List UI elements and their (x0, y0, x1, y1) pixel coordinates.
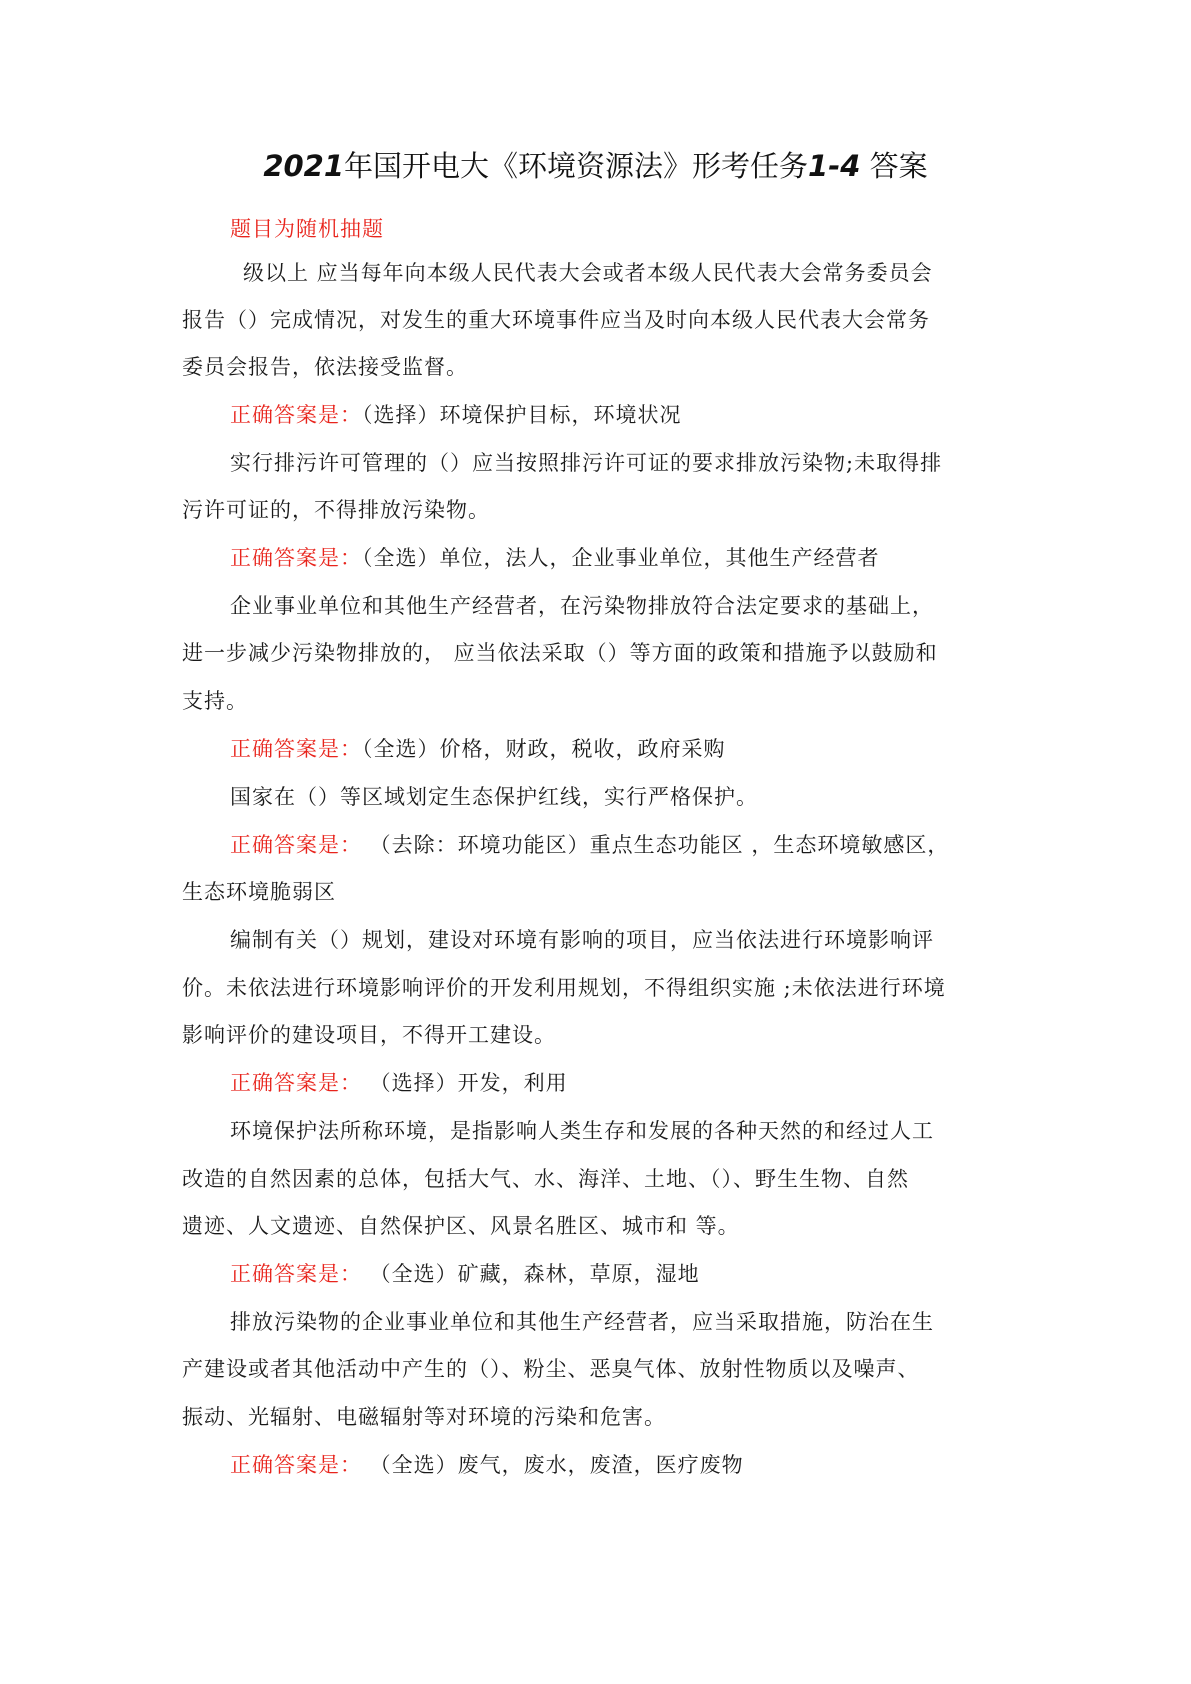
question-1-line-3: 委员会报告，依法接受监督。 (182, 355, 468, 379)
answer-text: （去除：环境功能区）重点生态功能区 ，生态环境敏感区， (362, 833, 950, 857)
question-2-line-1: 实行排污许可管理的（）应当按照排污许可证的要求排放污染物;未取得排 (230, 451, 943, 475)
title-main: 年国开电大《环境资源法》形考任务 (344, 149, 809, 183)
answer-text: （全选）废气，废水，废渣，医疗废物 (362, 1453, 744, 1477)
question-5-line-1: 编制有关（）规划，建设对环境有影响的项目，应当依法进行环境影响评 (230, 928, 934, 952)
question-1-line-1: 级以上 应当每年向本级人民代表大会或者本级人民代表大会常务委员会 (243, 261, 933, 285)
question-4-line-1: 国家在（）等区域划定生态保护红线，实行严格保护。 (230, 785, 758, 809)
answer-label: 正确答案是： (230, 1262, 362, 1286)
question-1-line-2: 报告（）完成情况，对发生的重大环境事件应当及时向本级人民代表大会常务 (182, 308, 930, 332)
answer-4 (230, 830, 949, 860)
answer-label: 正确答案是： (230, 737, 362, 761)
title-range: 1-4 (808, 149, 861, 183)
answer-text: （全选）矿藏，森林，草原，湿地 (362, 1262, 700, 1286)
answer-label: 正确答案是： (230, 403, 362, 427)
question-3-line-3: 支持。 (182, 689, 248, 713)
answer-text: （选择）开发，利用 (362, 1071, 568, 1095)
question-5-line-2: 价。未依法进行环境影响评价的开发利用规划，不得组织实施 ;未依法进行环境 (182, 976, 946, 1000)
title-year: 2021 (263, 149, 345, 183)
answer-3 (230, 734, 726, 764)
question-7-line-1: 排放污染物的企业事业单位和其他生产经营者，应当采取措施，防治在生 (230, 1310, 934, 1334)
question-2-line-2: 污许可证的，不得排放污染物。 (182, 498, 490, 522)
question-6-line-2: 改造的自然因素的总体，包括大气、水、海洋、土地、（）、野生生物、自然 (182, 1167, 909, 1191)
page-title (0, 146, 1191, 186)
answer-7 (230, 1450, 744, 1480)
answer-6 (230, 1259, 700, 1289)
question-3-line-1: 企业事业单位和其他生产经营者，在污染物排放符合法定要求的基础上， (230, 594, 934, 618)
answer-5 (230, 1068, 568, 1098)
answer-label: 正确答案是： (230, 833, 362, 857)
answer-4-continuation: 生态环境脆弱区 (182, 880, 336, 904)
answer-label: 正确答案是： (230, 546, 362, 570)
question-7-line-2: 产建设或者其他活动中产生的（）、粉尘、恶臭气体、放射性物质以及噪声、 (182, 1357, 920, 1381)
question-6-line-3: 遗迹、人文遗迹、自然保护区、风景名胜区、城市和 等。 (182, 1214, 740, 1238)
question-5-line-3: 影响评价的建设项目，不得开工建设。 (182, 1023, 556, 1047)
answer-1 (230, 400, 682, 430)
answer-text: （全选）单位，法人，企业事业单位，其他生产经营者 (362, 546, 880, 570)
title-suffix: 答案 (869, 149, 928, 183)
random-note: 题目为随机抽题 (230, 217, 384, 241)
question-7-line-3: 振动、光辐射、电磁辐射等对环境的污染和危害。 (182, 1405, 666, 1429)
question-6-line-1: 环境保护法所称环境，是指影响人类生存和发展的各种天然的和经过人工 (230, 1119, 934, 1143)
answer-label: 正确答案是： (230, 1453, 362, 1477)
answer-text: （全选）价格，财政，税收，政府采购 (362, 737, 726, 761)
answer-text: （选择）环境保护目标，环境状况 (362, 403, 682, 427)
question-3-line-2: 进一步减少污染物排放的， 应当依法采取（）等方面的政策和措施予以鼓励和 (182, 641, 938, 665)
answer-label: 正确答案是： (230, 1071, 362, 1095)
answer-2 (230, 543, 880, 573)
